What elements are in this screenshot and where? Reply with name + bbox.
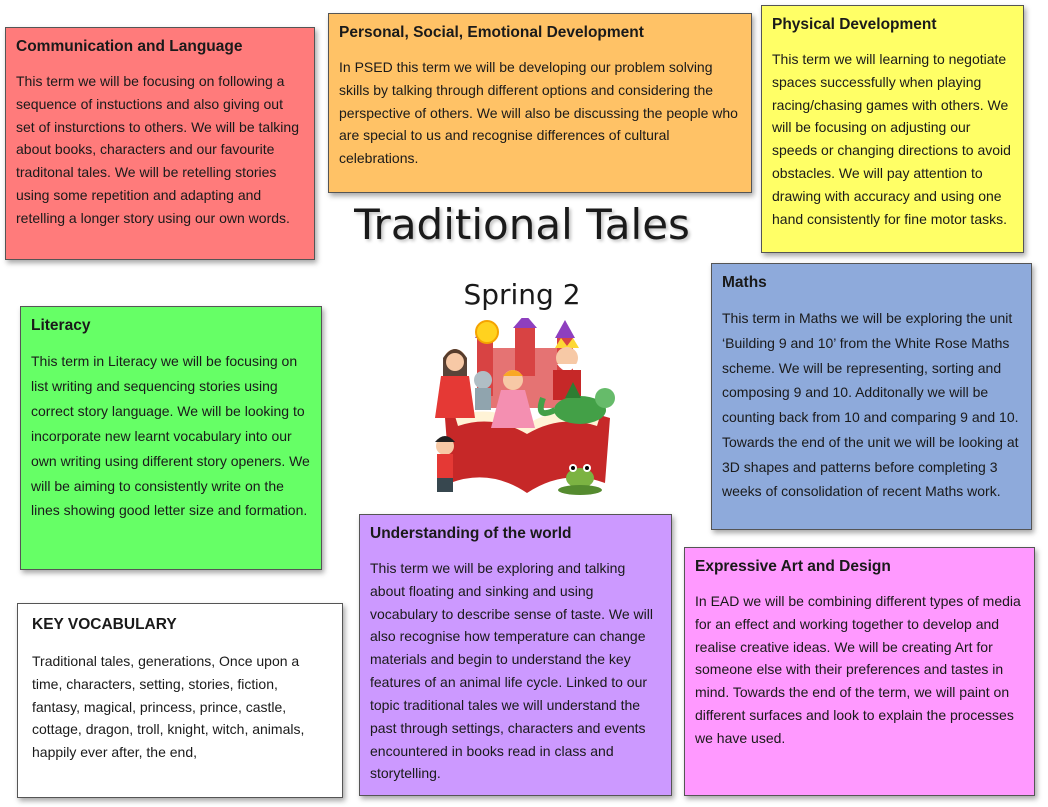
key-vocabulary-heading: KEY VOCABULARY: [32, 616, 177, 633]
communication-language-heading: Communication and Language: [16, 38, 243, 55]
literacy-panel: [20, 306, 322, 570]
literacy-text: This term in Literacy we will be focusing on list writing and sequencing stories using correct story language. We will be looking to incorporate new learnt vocabulary into our own writing using different story openers. We will be aiming to consistently write on the lines showing good letter size and formation.: [31, 353, 310, 519]
maths-text: This term in Maths we will be exploring the unit ‘Building 9 and 10’ from the White Rose Maths scheme. We will be representing, sorting and composing 9 and 10. Additonally we will be counting back from 10 and comparing 9 and 10. Towards the end of the unit we will be looking at 3D shapes and patterns before completing 3 weeks of consolidation of recent Maths work.: [722, 310, 1019, 500]
expressive-art-text: In EAD we will be combining different types of media for an effect and working together to develop and realise creative ideas. We will be creating Art for someone else with their preferences and tastes in mind. Towards the end of the term, we will paint on different surfaces and look to explain the processes we have used.: [695, 593, 1021, 746]
literacy-heading: Literacy: [31, 317, 91, 334]
maths-heading: Maths: [722, 274, 767, 291]
communication-language-text: This term we will be focusing on following a sequence of instuctions and also giving out set of insturctions to others. We will be talking about books, characters and our favourite traditonal tales. We will be retelling stories using some repetition and adapting and retelling a longer story using our own words.: [16, 73, 299, 226]
page-title: Traditional Tales: [354, 200, 690, 249]
physical-development-panel: [761, 5, 1024, 253]
expressive-art-heading: Expressive Art and Design: [695, 558, 891, 575]
maths-panel: [711, 263, 1032, 530]
physical-development-heading: Physical Development: [772, 16, 937, 33]
key-vocabulary-text: Traditional tales, generations, Once upon a time, characters, setting, stories, fiction, fantasy, magical, princess, prince, castle, cottage, dragon, troll, knight, witch, animals, happily ever after, the end,: [32, 653, 305, 761]
communication-language-panel: [5, 27, 315, 260]
psed-panel: [328, 13, 752, 193]
psed-text: In PSED this term we will be developing our problem solving skills by talking through different options and considering the perspective of others. We will also be discussing the people who are special to us and recognise differences of cultural celebrations.: [339, 59, 738, 167]
understanding-world-panel: [359, 514, 672, 796]
page-subtitle: Spring 2: [463, 278, 581, 311]
knight-icon: [474, 371, 492, 410]
princess-icon: [435, 349, 475, 418]
understanding-world-text: This term we will be exploring and talking about floating and sinking and using vocabulary to describe sense of taste. We will also recognise how temperature can change materials and begin to understand the key features of an animal life cycle. Linked to our topic traditional tales we will understand the past through settings, characters and events encountered in books read in class and storytelling.: [370, 560, 653, 782]
sun-icon: [476, 321, 498, 343]
pirate-icon: [435, 436, 455, 492]
physical-development-text: This term we will learning to negotiate spaces successfully when playing racing/chasing games with others. We will be focusing on adjusting our speeds or changing directions to avoid obstacles. We will pay attention to drawing with accuracy and using one hand consistently for fine motor tasks.: [772, 51, 1011, 227]
psed-heading: Personal, Social, Emotional Development: [339, 24, 644, 41]
key-vocabulary-panel: [17, 603, 343, 798]
understanding-world-heading: Understanding of the world: [370, 525, 572, 542]
fairy-tale-storybook-icon: [415, 318, 640, 503]
expressive-art-panel: [684, 547, 1035, 796]
